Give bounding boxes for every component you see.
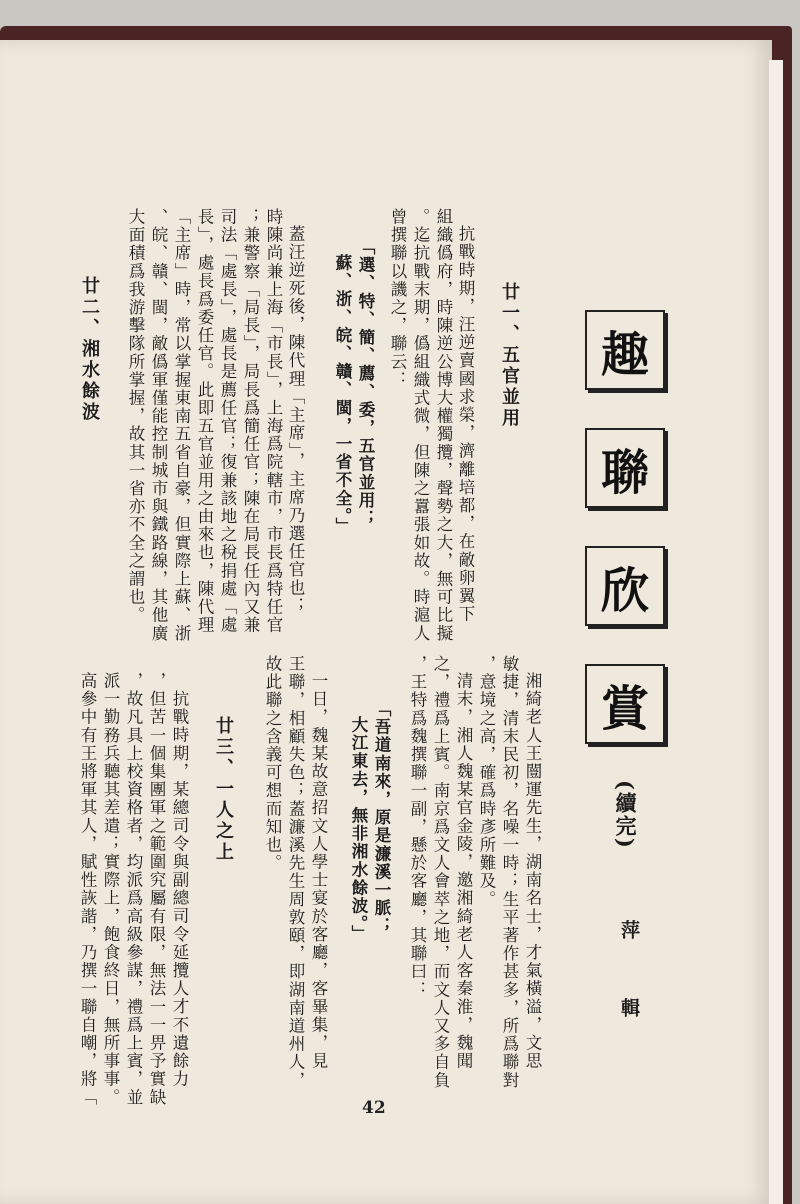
sec21-body-6: 「主席」時，常以掌握東南五省自豪，但實際上蘇、浙 — [172, 208, 191, 643]
sec21-intro-4: 曾撰聯以譏之，聯云： — [388, 208, 407, 389]
sec23-heading: 廿三、一人之上 — [213, 716, 234, 863]
sec21-couplet-2: 蘇、浙、皖、贛、閩，一省不全。」 — [333, 254, 352, 536]
sec22-intro-6: ，王特爲魏撰聯一副，懸於客廳，其聯曰： — [408, 655, 427, 999]
sec23-body-5: 高參中有王將軍其人，賦性詼諧，乃撰一聯自嘲，將「 — [78, 672, 97, 1107]
sec21-body-5: 長」，處長爲委任官。此即五官並用之由來也，陳代理 — [195, 208, 214, 635]
sec21-couplet-1: 「選、特、簡、薦、委，五官並用； — [356, 238, 375, 528]
sec22-intro-1: 湘綺老人王闓運先生，湖南名士，才氣橫溢，文思 — [523, 672, 542, 1071]
page-number: 42 — [362, 1098, 386, 1118]
sec22-body-3: 故此聯之含義可想而知也。 — [263, 655, 282, 873]
sec21-body-8: 大面積爲我游擊隊所掌握，故其一省亦不全之謂也。 — [126, 208, 145, 625]
sec23-body-4: 派一勤務兵聽其差遣；實際上，飽食終日，無所事事。 — [101, 672, 120, 1107]
editor-credit: 萍 輯 — [618, 920, 640, 1043]
sec21-intro-2: 組織僞府，時陳逆公博大權獨攬，聲勢之大，無可比擬 — [434, 208, 453, 643]
title-char-4: 賞 — [585, 664, 665, 744]
sec22-body-2: 王聯，相顧失色；蓋濂溪先生周敦頤，即湖南道州人， — [286, 655, 305, 1090]
title-char-2: 聯 — [585, 428, 665, 508]
title-char-3: 欣 — [585, 546, 665, 626]
sec22-intro-5: 之，禮爲上賓。南京爲文人會萃之地，而文人又多自負 — [431, 655, 450, 1090]
sec22-couplet-2: 大江東去，無非湘水餘波。」 — [349, 716, 368, 944]
sec22-heading: 廿二、湘水餘波 — [79, 276, 100, 423]
sec22-intro-2: 敏捷，清末民初，名噪一時；生平著作甚多，所爲聯對 — [500, 655, 519, 1090]
title-char-1: 趣 — [585, 310, 665, 390]
sec21-intro-3: 。迄抗戰末期，僞組織式微，但陳之囂張如故。時滬人 — [411, 208, 430, 643]
sec23-body-3: ，故凡具上校資格者，均派爲高級參謀，禮爲上賓，並 — [124, 672, 143, 1107]
sec22-body-1: 一日，魏某故意招文人學士宴於客廳，客畢集，見 — [309, 672, 328, 1071]
sec23-body-2: ，但苦一個集團軍之範圍究屬有限，無法一一畀予實缺 — [147, 672, 166, 1107]
sec21-body-1: 蓋汪逆死後，陳代理「主席」，主席乃選任官也； — [286, 225, 305, 615]
sec22-intro-4: 清末，湘人魏某官金陵，邀湘綺老人客秦淮，魏聞 — [454, 672, 473, 1071]
sec23-body-1: 抗戰時期，某總司令與副總司令延攬人才不遺餘力 — [170, 690, 189, 1089]
subtitle: (續完) — [613, 780, 638, 850]
sec21-intro-1: 抗戰時期，汪逆賣國求榮，濟離培都，在敵卵翼下 — [456, 225, 475, 624]
sec21-heading: 廿一、五官並用 — [499, 282, 520, 429]
sec21-body-7: 、皖、贛、閩，敵僞軍僅能控制城市與鐵路線，其他廣 — [149, 208, 168, 643]
sec21-body-2: 時陳尚兼上海「市長」，上海爲院轄市，市長爲特任官 — [264, 208, 283, 635]
page-edge — [768, 60, 783, 1204]
sec21-body-3: ；兼警察「局長」，局長爲簡任官；陳在局長任內又兼 — [241, 208, 260, 635]
sec22-intro-3: ，意境之高，確爲時彥所難及。 — [477, 655, 496, 909]
sec22-couplet-1: 「吾道南來，原是濂溪一脈； — [372, 700, 391, 936]
sec21-body-4: 司法「處長」，處長是薦任官；復兼該地之稅捐處「處 — [218, 208, 237, 635]
